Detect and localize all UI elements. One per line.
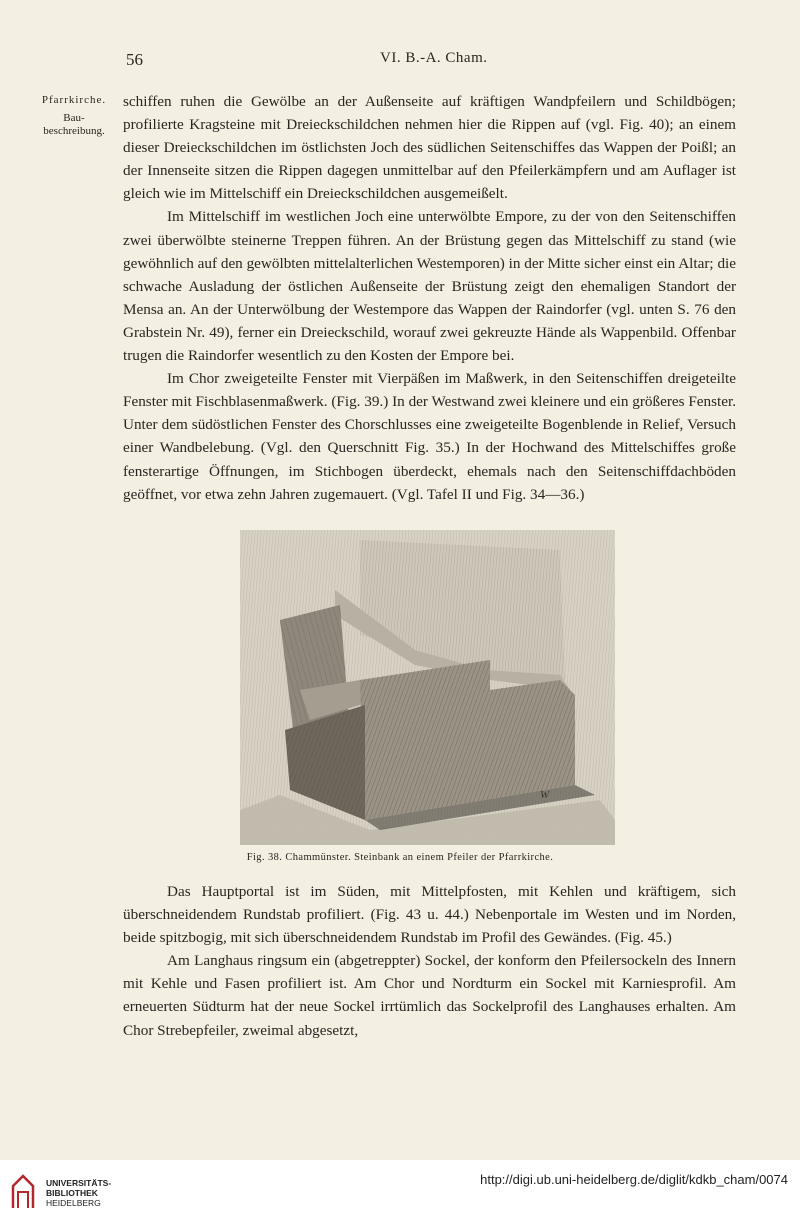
- page-header: [0, 50, 800, 70]
- library-name-line1: UNIVERSITÄTS-: [46, 1178, 112, 1188]
- paragraph: Im Chor zweigeteilte Fenster mit Vierpäßen im Maßwerk, in den Seitenschiffen dreigeteilte Fenster mit Fischblasenmaßwerk. (Fig. 39.) In der Westwand zwei kleinere und ein größeres Fenster. Unter dem südöstlichen Fenster des Chorschlusses eine zweigeteilte Bogenblende in Relief, Versuch einer Wandbelebung. (Vgl. den Querschnitt Fig. 35.) In der Hochwand des Mittelschiffes große fensterartige Öffnungen, im Stichbogen überdeckt, ehemals nach den Seitenschiffdachböden geöffnet, vor etwa zehn Jahren zugemauert. (Vgl. Tafel II und Fig. 34—36.): [123, 370, 737, 503]
- permalink-url[interactable]: http://digi.ub.uni-heidelberg.de/diglit/kdkb_cham/0074: [480, 1172, 788, 1187]
- stone-bench-drawing: [240, 530, 615, 845]
- paragraph: schiffen ruhen die Gewölbe an der Außenseite auf kräftigen Wandpfeilern und Schildbögen; profilierte Kragsteine mit Dreieckschildchen nehmen hier die Rippen auf (vgl. Fig. 40); an einem dieser Dreieckschildchen im östlichsten Joch des südlichen Seitenschiffes das Wappen der Poißl; an der Innenseite sitzen die Rippen dagegen unmittelbar auf den Pfeilerkämpfern und am Auflager ist gleich wie im Mittelschiff ein Dreieckschildchen ausgemeißelt.: [123, 93, 736, 203]
- body-text-upper: [123, 90, 736, 506]
- library-name-line3: HEIDELBERG: [46, 1198, 101, 1208]
- svg-text:W: W: [540, 789, 550, 801]
- body-text-lower: [123, 880, 736, 1042]
- margin-note-baubeschreibung: Bau- beschreibung.: [43, 112, 105, 137]
- page-number: 56: [126, 50, 143, 69]
- running-head: VI. B.-A. Cham.: [380, 50, 488, 66]
- library-name: [46, 1178, 111, 1208]
- paragraph: Am Langhaus ringsum ein (abgetreppter) Sockel, der konform den Pfeilersockeln des Innern mit Kehle und Fasen profiliert ist. Am Chor und Nordturm ein Sockel mit Karniesprofil. Am erneuerten Südturm hat der neue Sockel irrtümlich das Sockelprofil des Langhauses erhalten. Am Chor Strebepfeiler, zweimal abgesetzt,: [123, 952, 736, 1039]
- library-name-line2: BIBLIOTHEK: [46, 1188, 98, 1198]
- library-footer: [0, 1160, 800, 1221]
- paragraph: Im Mittelschiff im westlichen Joch eine unterwölbte Empore, zu der von den Seitenschiffen zwei überwölbte steinerne Treppen führen. An der Brüstung gegen das Mittelschiff zu stand (wie gewöhnlich auf den gewölbten mittelalterlichen Westemporen) in der Mitte sicher einst ein Altar; die schwache Ausladung der östlichen Außenseite der Brüstung zeigt den ehemaligen Standort der Mensa an. An der Unterwölbung der Westempore das Wappen der Raindorfer (vgl. unten S. 76 den Grabstein Nr. 49), ferner ein Dreieckschild, worauf zwei gekreuzte Hände als Wappenbild. Offenbar trugen die Raindorfer wesentlich zu den Kosten der Empore bei.: [123, 208, 736, 365]
- margin-note-pfarrkirche: Pfarrkirche.: [41, 94, 107, 106]
- heidelberg-library-logo-icon: [8, 1174, 38, 1210]
- paragraph: Das Hauptportal ist im Süden, mit Mittelpfosten, mit Kehlen und kräftigem, sich überschneidendem Rundstab profiliert. (Fig. 43 u. 44.) Nebenportale im Westen und im Norden, beide spitzbogig, mit sich überschneidendem Rundstab im Profil des Gewändes. (Fig. 45.): [123, 883, 736, 947]
- figure-caption: Fig. 38. Chammünster. Steinbank an einem Pfeiler der Pfarrkirche.: [246, 852, 554, 863]
- figure-stone-bench-illustration: [240, 530, 615, 845]
